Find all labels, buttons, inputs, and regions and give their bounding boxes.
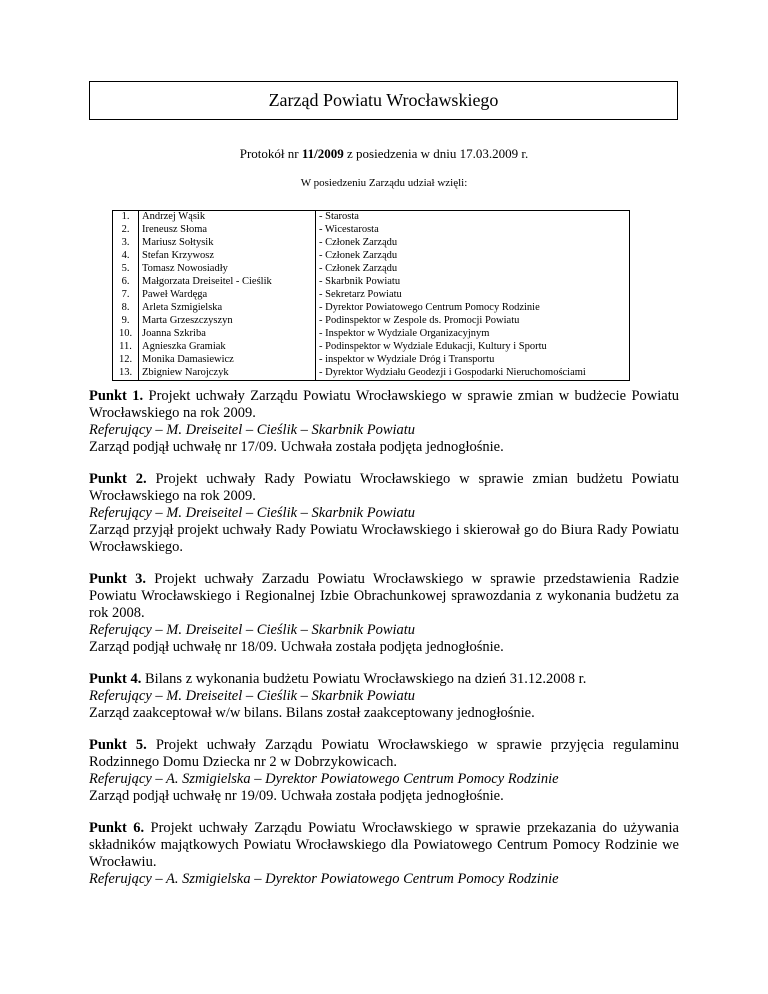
agenda-point-decision: Zarząd podjął uchwałę nr 17/09. Uchwała została podjęta jednogłośnie. (89, 439, 504, 455)
member-role: - Członek Zarządu (319, 263, 398, 274)
agenda-point-label: Punkt 3. (89, 571, 146, 587)
agenda-point-text (89, 471, 679, 505)
member-name-column (139, 211, 316, 381)
member-num: 10. (118, 328, 133, 339)
agenda-point-label: Punkt 4. (89, 671, 142, 687)
agenda-point (89, 471, 679, 556)
member-name: Paweł Wardęga (142, 289, 208, 300)
member-num: 2. (121, 224, 130, 235)
agenda-point (89, 820, 679, 888)
member-role: - Skarbnik Powiatu (319, 276, 401, 287)
member-num: 4. (121, 250, 130, 261)
member-role: - Członek Zarządu (319, 250, 398, 261)
agenda-point-text (89, 571, 679, 622)
member-num: 13. (118, 367, 133, 378)
document-title-text: Zarząd Powiatu Wrocławskiego (268, 90, 499, 110)
agenda-point-text (89, 671, 679, 688)
protocol-number: 11/2009 (301, 146, 344, 161)
member-role-column (316, 211, 630, 381)
member-role: - Sekretarz Powiatu (319, 289, 402, 300)
member-name: Agnieszka Gramiak (142, 341, 226, 352)
member-name: Stefan Krzywosz (142, 250, 215, 261)
member-role: - inspektor w Wydziale Dróg i Transportu (319, 354, 495, 365)
agenda-point (89, 388, 679, 456)
agenda-point-label: Punkt 5. (89, 737, 147, 753)
document-title (89, 81, 678, 120)
agenda-point-subject: Projekt uchwały Rady Powiatu Wrocławskiego w sprawie zmian budżetu Powiatu Wrocławskiego na rok 2009. (89, 471, 679, 504)
agenda-point-referent: Referujący – M. Dreiseitel – Cieślik – Skarbnik Powiatu (89, 422, 416, 438)
member-role: - Podinspektor w Wydziale Edukacji, Kultury i Sportu (319, 341, 547, 352)
member-name: Andrzej Wąsik (142, 211, 206, 222)
agenda-point-decision: Zarząd przyjął projekt uchwały Rady Powiatu Wrocławskiego i skierował go do Biura Rady Powiatu Wrocławskiego. (89, 522, 679, 555)
agenda-point-referent: Referujący – M. Dreiseitel – Cieślik – Skarbnik Powiatu (89, 688, 416, 704)
agenda-point-referent: Referujący – A. Szmigielska – Dyrektor Powiatowego Centrum Pomocy Rodzinie (89, 771, 559, 787)
member-role: - Podinspektor w Zespole ds. Promocji Powiatu (319, 315, 520, 326)
agenda-point-subject: Projekt uchwały Zarządu Powiatu Wrocławskiego w sprawie przekazania do używania składników majątkowych Powiatu Wrocławskiego dla Powiatowego Centrum Pomocy Rodzinie we Wrocławiu. (89, 820, 679, 870)
member-role: - Dyrektor Powiatowego Centrum Pomocy Rodzinie (319, 302, 540, 313)
member-name: Marta Grzeszczyszyn (142, 315, 233, 326)
agenda-point-decision: Zarząd zaakceptował w/w bilans. Bilans został zaakceptowany jednogłośnie. (89, 705, 535, 721)
member-num: 3. (121, 237, 130, 248)
agenda-point-label: Punkt 2. (89, 471, 147, 487)
agenda-points (89, 388, 679, 903)
member-name: Zbigniew Narojczyk (142, 367, 229, 378)
member-role: - Dyrektor Wydziału Geodezji i Gospodarki Nieruchomościami (319, 367, 586, 378)
attendance-heading: W posiedzeniu Zarządu udział wzięli: (300, 177, 468, 189)
agenda-point-text (89, 820, 679, 871)
agenda-point-decision: Zarząd podjął uchwałę nr 18/09. Uchwała została podjęta jednogłośnie. (89, 639, 504, 655)
agenda-point-subject: Projekt uchwały Zarzadu Powiatu Wrocławskiego w sprawie przedstawienia Radzie Powiatu Wrocławskiego i Regionalnej Izbie Obrachunkowej sprawozdania z wykonania budżetu za rok 2008. (89, 571, 679, 621)
agenda-point-referent: Referujący – M. Dreiseitel – Cieślik – Skarbnik Powiatu (89, 505, 416, 521)
agenda-point-decision: Zarząd podjął uchwałę nr 19/09. Uchwała została podjęta jednogłośnie. (89, 788, 504, 804)
agenda-point-referent: Referujący – A. Szmigielska – Dyrektor Powiatowego Centrum Pomocy Rodzinie (89, 871, 559, 887)
agenda-point-label: Punkt 6. (89, 820, 145, 836)
member-num: 5. (121, 263, 130, 274)
agenda-point-referent: Referujący – M. Dreiseitel – Cieślik – Skarbnik Powiatu (89, 622, 416, 638)
protocol-suffix: z posiedzenia w dniu 17.03.2009 r. (343, 146, 529, 161)
member-role: - Członek Zarządu (319, 237, 398, 248)
member-num: 6. (121, 276, 130, 287)
member-name: Ireneusz Słoma (142, 224, 208, 235)
attendance-table (112, 210, 630, 381)
agenda-point-text (89, 737, 679, 771)
agenda-point-text (89, 388, 679, 422)
agenda-point (89, 737, 679, 805)
member-num: 12. (118, 354, 133, 365)
member-name: Tomasz Nowosiadły (142, 263, 228, 274)
table-row (113, 211, 630, 381)
member-name: Joanna Szkriba (142, 328, 206, 339)
member-num: 7. (121, 289, 130, 300)
member-num: 11. (119, 341, 132, 352)
agenda-point-subject: Projekt uchwały Zarządu Powiatu Wrocławskiego w sprawie zmian w budżecie Powiatu Wrocławskiego na rok 2009. (89, 388, 679, 421)
member-number-column (113, 211, 139, 381)
agenda-point (89, 571, 679, 656)
protocol-prefix: Protokół nr (239, 146, 302, 161)
member-num: 9. (121, 315, 130, 326)
agenda-point-label: Punkt 1. (89, 388, 144, 404)
member-num: 1. (121, 211, 130, 222)
agenda-point-subject: Projekt uchwały Zarządu Powiatu Wrocławskiego w sprawie przyjęcia regulaminu Rodzinnego Domu Dziecka nr 2 w Dobrzykowicach. (89, 737, 679, 770)
member-name: Arleta Szmigielska (142, 302, 223, 313)
agenda-point (89, 671, 679, 722)
agenda-point-subject: Bilans z wykonania budżetu Powiatu Wrocławskiego na dzień 31.12.2008 r. (141, 671, 587, 687)
protocol-line (0, 146, 768, 162)
member-name: Małgorzata Dreiseitel - Cieślik (142, 276, 272, 287)
member-name: Mariusz Sołtysik (142, 237, 214, 248)
member-role: - Wicestarosta (319, 224, 379, 235)
member-role: - Inspektor w Wydziale Organizacyjnym (319, 328, 490, 339)
member-num: 8. (121, 302, 130, 313)
member-name: Monika Damasiewicz (142, 354, 234, 365)
member-role: - Starosta (319, 211, 359, 222)
